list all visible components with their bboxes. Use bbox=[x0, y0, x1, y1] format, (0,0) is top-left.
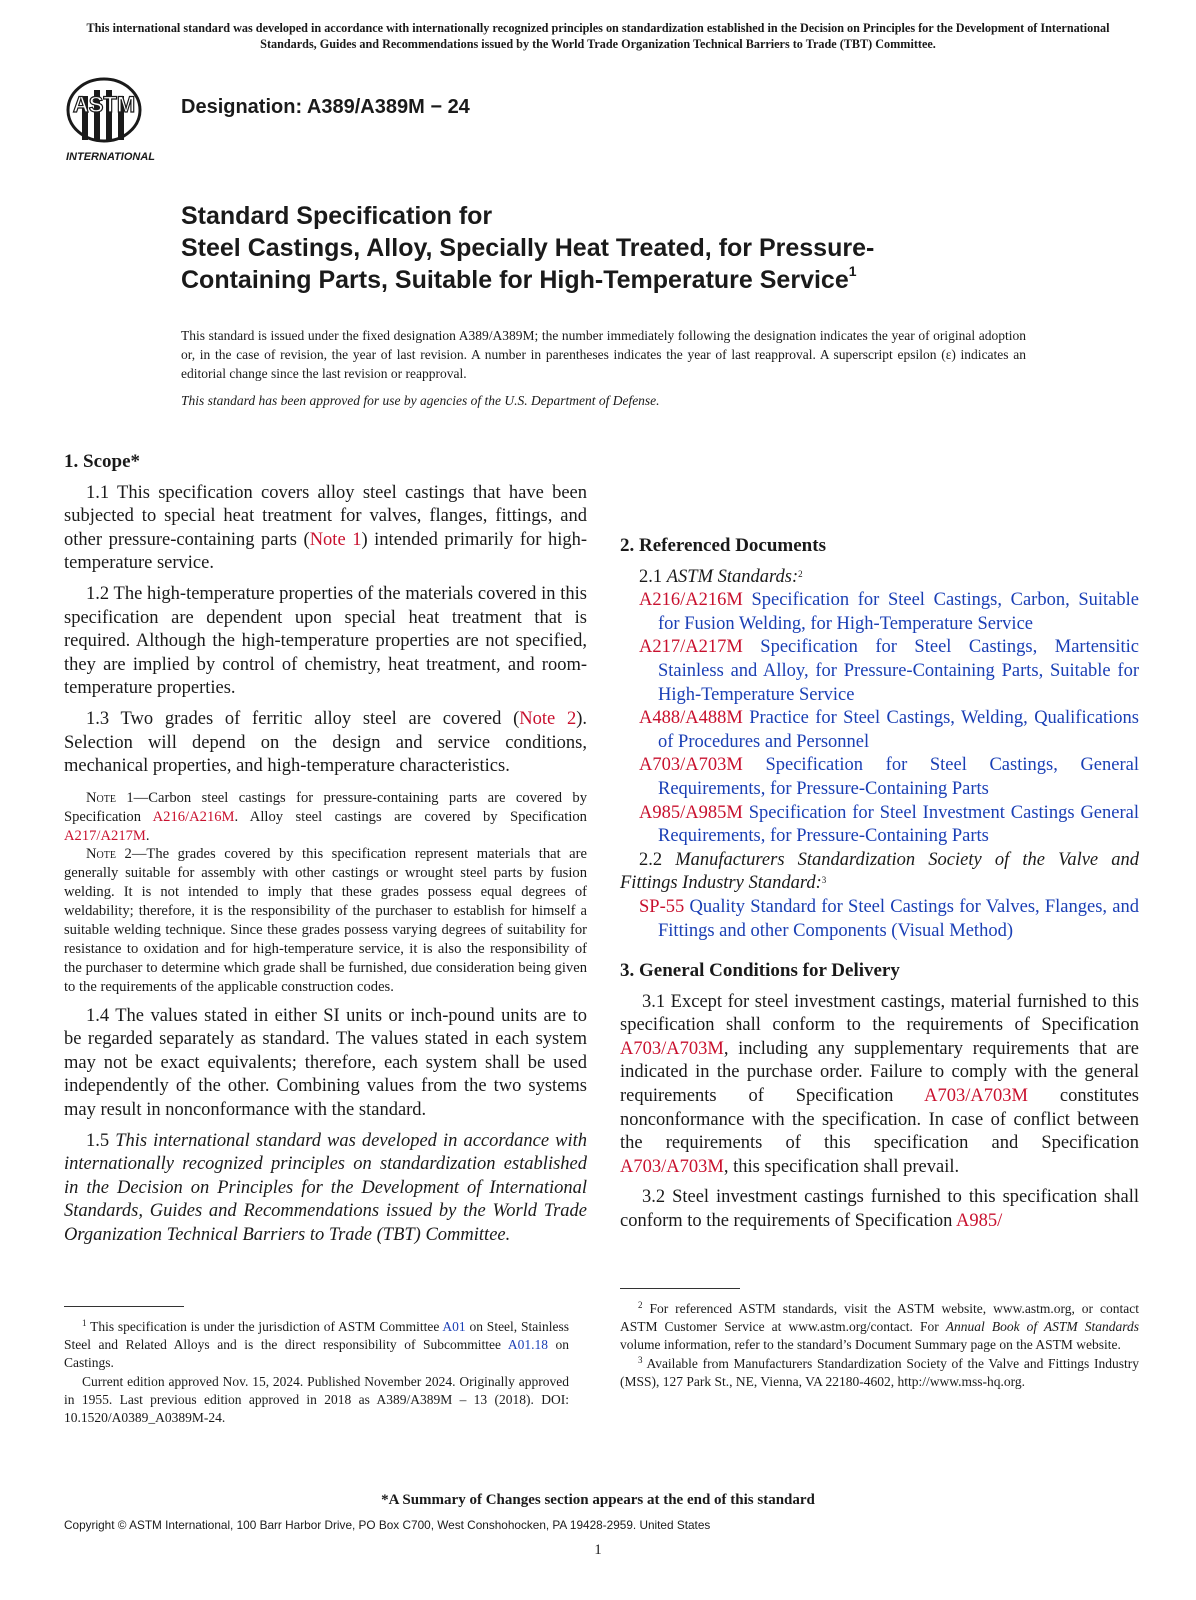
para-1-3: 1.3 Two grades of ferritic alloy steel are covered (Note 2). Selection will depend on the design and service conditions, mechanical properties, and high-temperature characteristics. bbox=[64, 708, 587, 777]
left-column bbox=[64, 450, 587, 1255]
right-column bbox=[620, 450, 1139, 1241]
ref-entry[interactable]: A216/A216M Specification for Steel Castings, Carbon, Suitable for Fusion Welding, for High-Temperature Service bbox=[639, 590, 1139, 634]
link-a01-18[interactable]: A01.18 bbox=[507, 1337, 548, 1353]
ref-entry[interactable]: A217/A217M Specification for Steel Castings, Martensitic Stainless and Alloy, for Pressure-Containing Parts, Suitable for High-Temperature Service bbox=[639, 637, 1139, 705]
ref-entry-mss[interactable]: SP-55 Quality Standard for Steel Castings for Valves, Flanges, and Fittings and other Components (Visual Method) bbox=[639, 896, 1140, 941]
title-line-3: Containing Parts, Suitable for High-Temperature Service bbox=[181, 266, 849, 294]
title-line-1: Standard Specification for bbox=[181, 202, 493, 230]
note-2-link[interactable]: Note 2 bbox=[519, 708, 577, 729]
link-a216[interactable]: A216/A216M bbox=[152, 808, 235, 825]
link-a985[interactable]: A985/ bbox=[955, 1211, 1003, 1232]
copyright: Copyright © ASTM International, 100 Barr Harbor Drive, PO Box C700, West Conshohocken, PA 19428-2959. United States bbox=[64, 1518, 711, 1532]
document-title bbox=[181, 200, 1081, 296]
title-line-2: Steel Castings, Alloy, Specially Heat Treated, for Pressure- bbox=[181, 234, 875, 262]
continued-text-space bbox=[620, 450, 1139, 530]
footnote-rule-left bbox=[64, 1306, 184, 1307]
ref-entry[interactable]: A985/A985M Specification for Steel Investment Castings General Requirements, for Pressure-Containing Parts bbox=[639, 802, 1139, 847]
note-2: Note 2—The grades covered by this specification represent materials that are generally suitable for assembly with other castings or wrought steel parts by fusion welding. It is not intended to imply that these grades possess equal degrees of weldability; therefore, it is the responsibility of the purchaser to establish for himself a suitable welding technique. Since these grades possess varying degrees of suitability for resistance to oxidation and for high-temperature service, it is also the responsibility of the purchaser to determine which grade shall be furnished, due consideration being given to the requirements of the applicable construction codes. bbox=[64, 846, 587, 995]
top-notice: This international standard was developed in accordance with internationally recognized principles on standardization established in the Decision on Principles for the Development of International Standards, Guides and Recommendations issued by the World Trade Organization Technical Barriers to Trade (TBT) Committee. bbox=[86, 21, 1110, 51]
logo-letters: ASTM bbox=[72, 92, 136, 117]
footnote-2: $^2$ For referenced ASTM standards, visit the ASTM website, www.astm.org, or contact ASTM Customer Service at www.astm.org/contact. For Annual Book of ASTM Standards volume information, refer to the standard’s Document Summary page on the ASTM website. bbox=[620, 1300, 1139, 1353]
para-1-5: 1.5 This international standard was developed in accordance with internationally recognized principles on standardization established in the Decision on Principles for the Development of International Standards, Guides and Recommendations issued by the World Trade Organization Technical Barriers to Trade (TBT) Committee. bbox=[64, 1130, 588, 1246]
footnote-2-3 bbox=[620, 1300, 1139, 1391]
summary-notice: *A Summary of Changes section appears at the end of this standard bbox=[381, 1492, 815, 1508]
subsection-2-1: 2.1 ASTM Standards:$^2$ bbox=[639, 566, 803, 587]
para-1-2: 1.2 The high-temperature properties of the materials covered in this specification are dependent upon special heat treatment that is required. Although the high-temperature properties are not specified, they are implied by control of chemistry, heat treatment, and room-temperature properties. bbox=[64, 583, 587, 699]
subsection-2-2: 2.2 Manufacturers Standardization Society of the Valve and Fittings Industry Standard:$^3$ bbox=[620, 849, 1139, 894]
section-referenced-heading: 2. Referenced Documents bbox=[620, 535, 826, 556]
ref-entry[interactable]: A703/A703M Specification for Steel Castings, General Requirements, for Pressure-Containing Parts bbox=[639, 755, 1139, 799]
footnote-rule-right bbox=[620, 1288, 740, 1289]
link-a703[interactable]: A703/A703M bbox=[620, 1038, 724, 1059]
footnote-1: $^1$ This specification is under the jurisdiction of ASTM Committee A01 on Steel, Stainless Steel and Related Alloys and is the direct responsibility of Subcommittee A01.18 on Castings. Current edition approved Nov. 15, 2024. Published November 2024. Originally approved in 1955. Last previous edition approved in 2018 as A389/A389M – 13 (2018). DOI: 10.1520/A0389_A0389M-24. bbox=[64, 1318, 569, 1427]
logo-text: INTERNATIONAL bbox=[66, 151, 156, 163]
section-general-heading: 3. General Conditions for Delivery bbox=[620, 960, 900, 982]
para-3-2: 3.2 Steel investment castings furnished to this specification shall conform to the requirements of Specification A985/ bbox=[620, 1187, 1139, 1232]
footnote-1-edition: Current edition approved Nov. 15, 2024. Published November 2024. Originally approved in 1955. Last previous edition approved in 2018 as A389/A389M – 13 (2018). DOI: 10.1520/A0389_A0389M-24. bbox=[64, 1373, 569, 1426]
issue-statement: This standard is issued under the fixed designation A389/A389M; the number immediately following the designation indicates the year of original adoption or, in the case of revision, the year of last revision. A number in parentheses indicates the year of last reapproval. A superscript epsilon (ε) indicates an editorial change since the last revision or reapproval. bbox=[181, 328, 1026, 381]
title-footnote-mark: 1 bbox=[848, 263, 857, 279]
section-scope-heading: 1. Scope* bbox=[64, 451, 140, 472]
note-1-link[interactable]: Note 1 bbox=[309, 529, 362, 550]
link-a703[interactable]: A703/A703M bbox=[924, 1086, 1028, 1107]
page-number: 1 bbox=[594, 1542, 602, 1558]
astm-logo-icon bbox=[64, 76, 168, 166]
para-1-4: 1.4 The values stated in either SI units or inch-pound units are to be regarded separately as standard. The values stated in each system may not be exact equivalents; therefore, each system shall be used independently of the other. Combining values from the two systems may result in nonconformance with the standard. bbox=[64, 1005, 587, 1121]
link-a217[interactable]: A217/A217M bbox=[64, 827, 146, 844]
para-3-1: 3.1 Except for steel investment castings, material furnished to this specification shall conform to the requirements of Specification A703/A703M, including any supplementary requirements that are indicated in the purchase order. Failure to comply with the general requirements of Specification A703/A703M constitutes nonconformance with the specification. In case of conflict between the requirements of this specification and Specification A703/A703M, this specification shall prevail. bbox=[620, 991, 1139, 1177]
link-a01[interactable]: A01 bbox=[442, 1319, 466, 1334]
link-a703[interactable]: A703/A703M bbox=[620, 1156, 724, 1177]
footnote-3: $^3$ Available from Manufacturers Standardization Society of the Valve and Fittings Industry (MSS), 127 Park St., NE, Vienna, VA 22180-4602, http://www.mss-hq.org. bbox=[620, 1354, 1139, 1389]
para-1-1: 1.1 This specification covers alloy steel castings that have been subjected to special heat treatment for valves, flanges, fittings, and other pressure-containing parts (Note 1) intended primarily for high-temperature service. bbox=[64, 482, 587, 574]
dod-statement: This standard has been approved for use by agencies of the U.S. Department of Defense. bbox=[181, 393, 660, 408]
note-1: Note 1—Carbon steel castings for pressure-containing parts are covered by Specification A216/A216M. Alloy steel castings are covered by Specification A217/A217M. bbox=[64, 789, 587, 844]
ref-entry[interactable]: A488/A488M Practice for Steel Castings, Welding, Qualifications of Procedures and Personnel bbox=[639, 708, 1140, 752]
designation: Designation: A389/A389M − 24 bbox=[181, 96, 470, 118]
